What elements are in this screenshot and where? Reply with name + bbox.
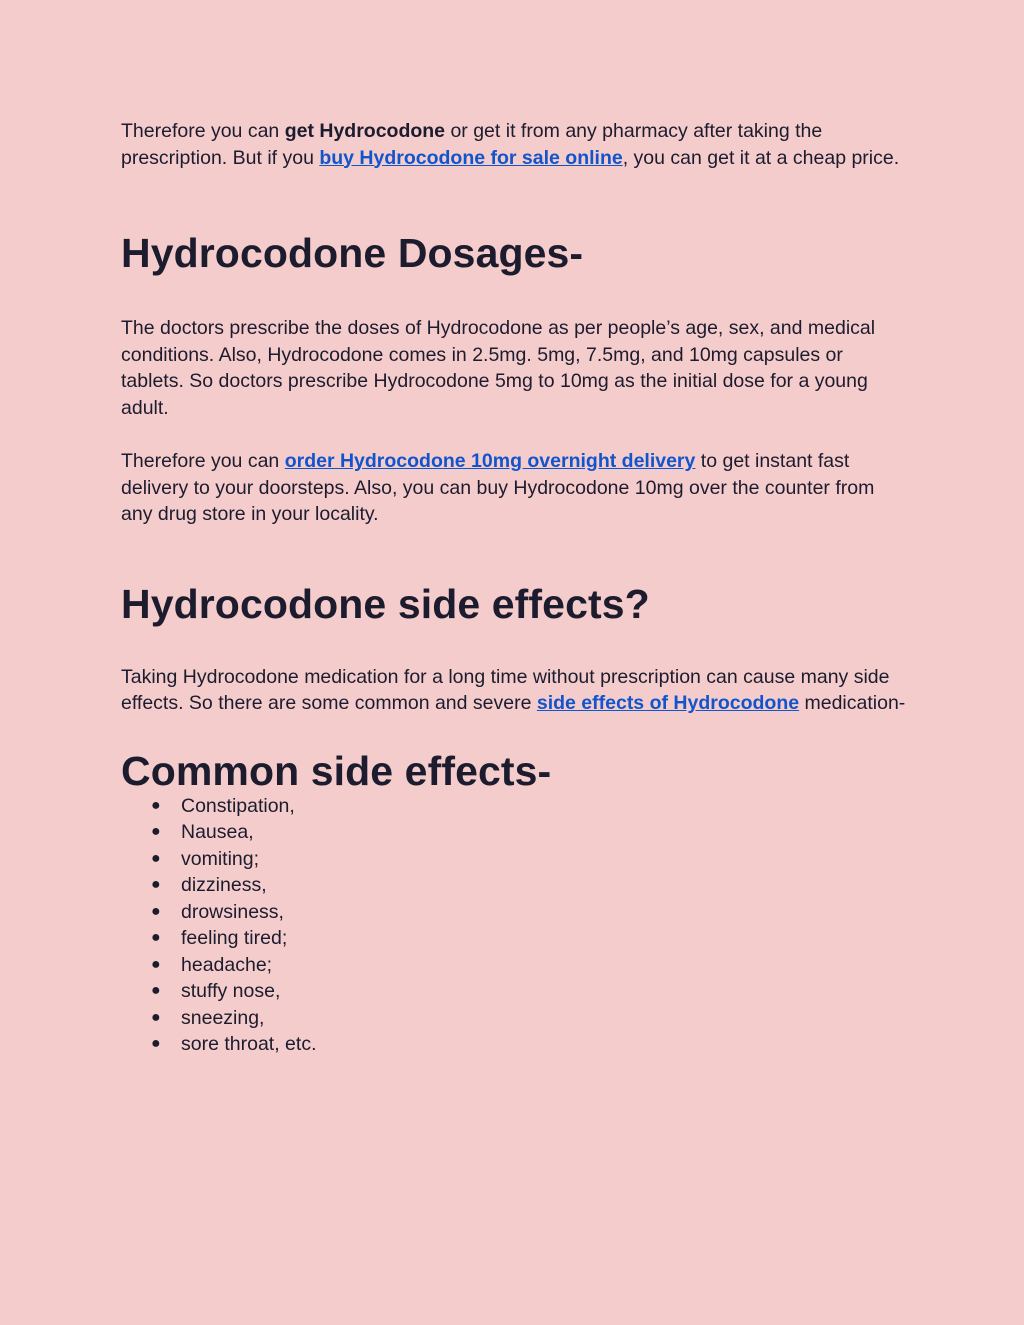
order-hydrocodone-link[interactable]: order Hydrocodone 10mg overnight delivery xyxy=(284,450,696,472)
side-effects-text-2: medication- xyxy=(799,692,906,714)
bullet-icon: ● xyxy=(151,849,161,867)
bullet-icon: ● xyxy=(151,876,161,893)
bullet-icon: ● xyxy=(151,902,161,920)
list-item xyxy=(121,793,911,820)
bullet-icon: ● xyxy=(151,982,161,999)
list-item xyxy=(121,899,911,926)
dosages-paragraph-2 xyxy=(121,448,911,528)
dosages-paragraph-1: The doctors prescribe the doses of Hydrocodone as per people’s age, sex, and medical conditions. Also, Hydrocodone comes in 2.5mg. 5mg, 7.5mg, and 10mg capsules or tablets. So doctors prescribe Hydrocodone 5mg to 10mg as the initial dose for a young adult. xyxy=(121,317,876,419)
intro-text-2: or get it from any pharmacy after taking the prescription. But if you xyxy=(121,120,823,169)
intro-paragraph xyxy=(121,118,911,171)
side-effects-heading: Hydrocodone side effects? xyxy=(121,580,650,627)
list-item xyxy=(121,1031,911,1058)
common-side-effects-list xyxy=(121,793,911,1058)
intro-text-1: Therefore you can xyxy=(121,120,285,142)
list-item xyxy=(121,1005,911,1032)
list-item-text: feeling tired; xyxy=(181,927,288,949)
bullet-icon: ● xyxy=(151,955,161,973)
list-item xyxy=(121,925,911,952)
list-item xyxy=(121,952,911,979)
bullet-icon: ● xyxy=(151,929,161,946)
list-item-text: sneezing, xyxy=(181,1006,265,1029)
list-item-text: sore throat, etc. xyxy=(181,1033,317,1055)
side-effects-text-1: Taking Hydrocodone medication for a long time without prescription can cause many side effects. So there are some common and severe xyxy=(121,665,890,714)
buy-hydrocodone-link[interactable]: buy Hydrocodone for sale online xyxy=(319,146,623,169)
list-item-text: Nausea, xyxy=(181,821,254,843)
bullet-icon: ● xyxy=(151,1035,161,1052)
common-side-effects-heading: Common side effects- xyxy=(121,747,552,794)
dosages-p2-text-1: Therefore you can xyxy=(121,450,285,472)
list-item-text: dizziness, xyxy=(181,874,267,896)
list-item-text: headache; xyxy=(181,953,273,976)
list-item xyxy=(121,846,911,873)
list-item-text: drowsiness, xyxy=(181,900,284,923)
intro-text-3: , you can get it at a cheap price. xyxy=(622,146,900,169)
list-item xyxy=(121,978,911,1005)
list-item-text: stuffy nose, xyxy=(181,980,281,1002)
dosages-p2-text-2: to get instant fast delivery to your doorsteps. Also, you can buy Hydrocodone 10mg over the counter from any drug store in your locality. xyxy=(121,450,875,525)
document-page xyxy=(121,118,911,1058)
list-item-text: Constipation, xyxy=(181,794,295,817)
bullet-icon: ● xyxy=(151,796,161,814)
list-item xyxy=(121,872,911,899)
intro-bold-text: get Hydrocodone xyxy=(284,120,446,142)
list-item xyxy=(121,819,911,846)
dosages-heading: Hydrocodone Dosages- xyxy=(121,230,584,276)
side-effects-link[interactable]: side effects of Hydrocodone xyxy=(536,692,800,714)
bullet-icon: ● xyxy=(151,1008,161,1026)
list-item-text: vomiting; xyxy=(181,847,260,870)
side-effects-paragraph xyxy=(121,664,911,717)
bullet-icon: ● xyxy=(151,823,161,840)
